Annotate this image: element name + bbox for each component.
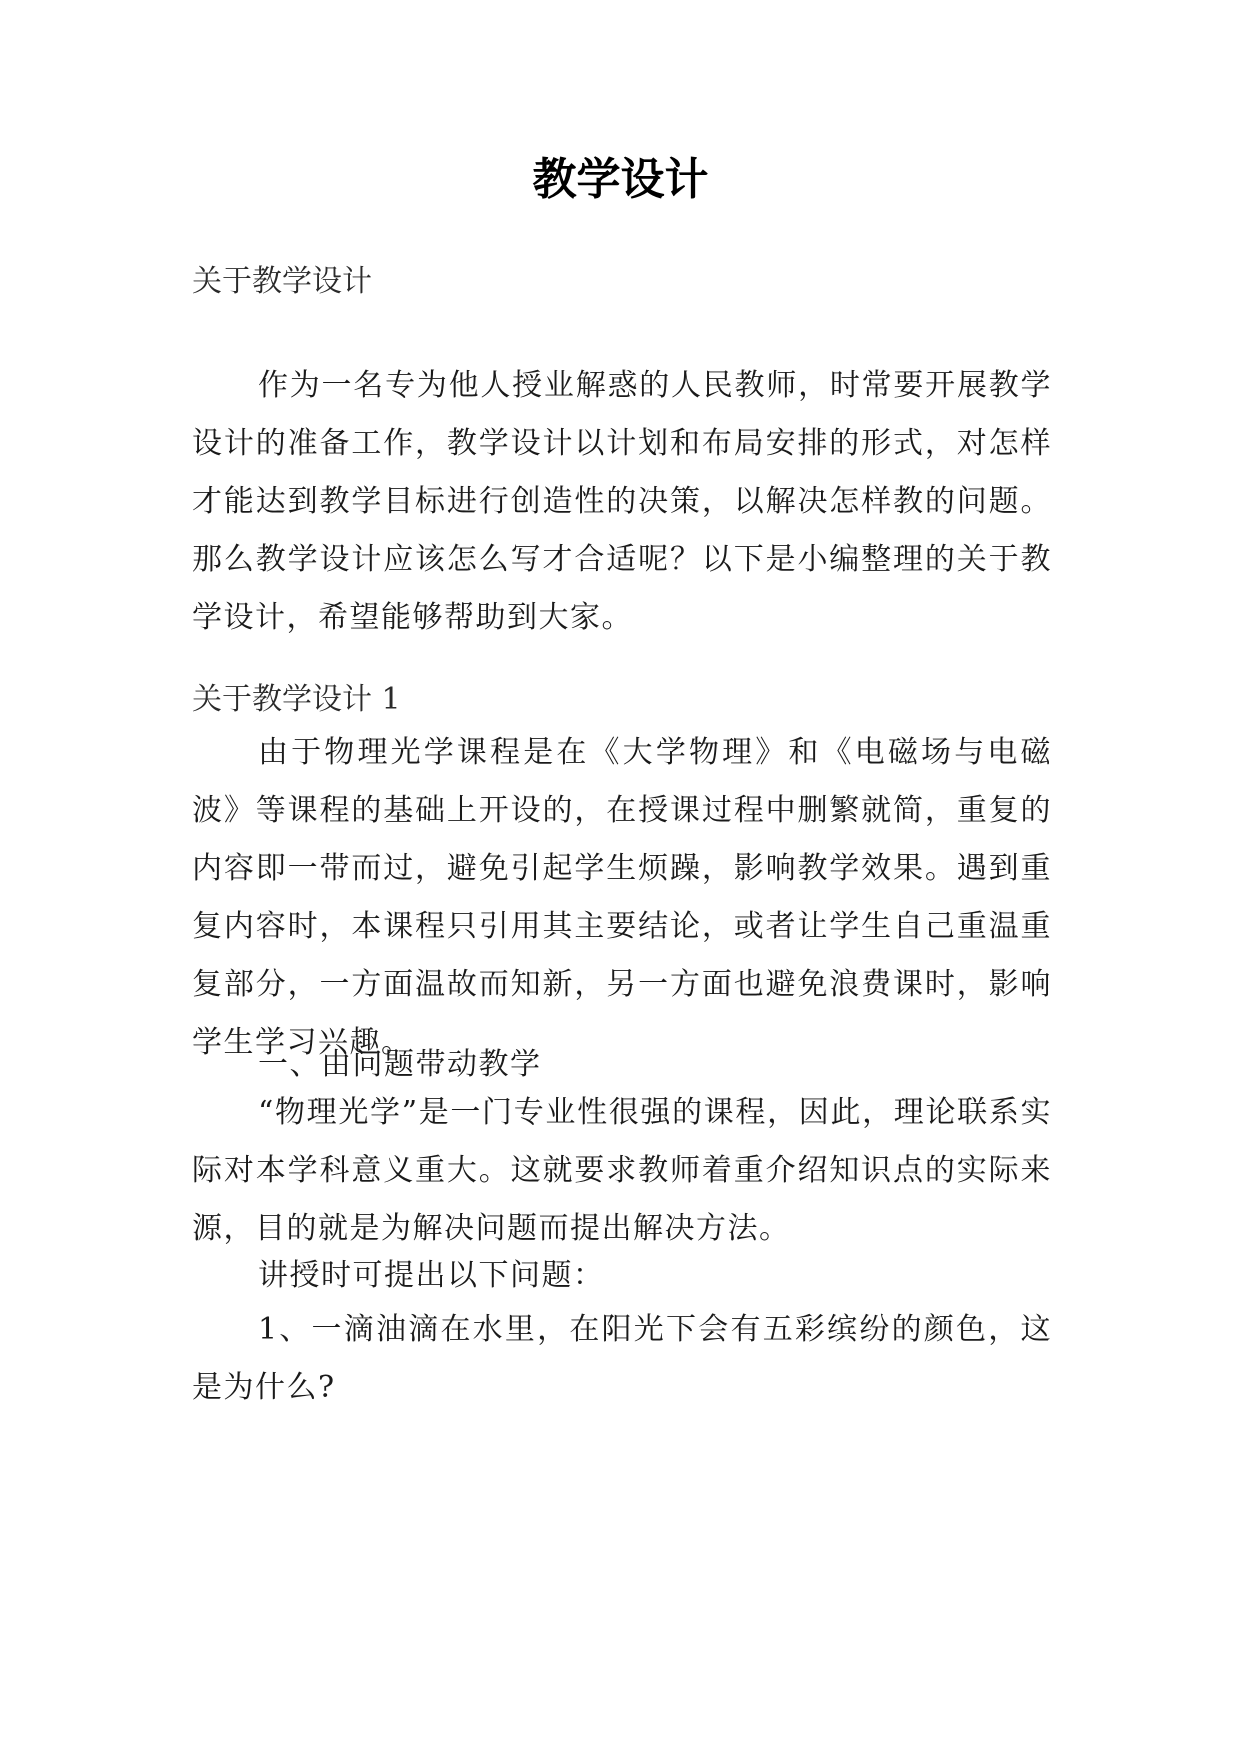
section1-paragraph: 由于物理光学课程是在《大学物理》和《电磁场与电磁波》等课程的基础上开设的，在授课过程中删繁就简，重复的内容即一带而过，避免引起学生烦躁，影响教学效果。遇到重复内容时，本课程只引用其主要结论，或者让学生自己重温重复部分，一方面温故而知新，另一方面也避免浪费课时，影响学生学习兴趣。 xyxy=(192,735,1052,1060)
intro-heading: 关于教学设计 xyxy=(192,264,372,299)
document-title: 教学设计 xyxy=(532,154,709,205)
section1-heading: 关于教学设计 1 xyxy=(192,682,401,717)
point1-heading: 一、由问题带动教学 xyxy=(258,1047,542,1082)
point1-paragraph: “物理光学”是一门专业性很强的课程，因此，理论联系实际对本学科意义重大。这就要求教师着重介绍知识点的实际来源，目的就是为解决问题而提出解决方法。 xyxy=(192,1095,1052,1246)
intro-paragraph: 作为一名专为他人授业解惑的人民教师，时常要开展教学设计的准备工作，教学设计以计划和布局安排的形式，对怎样才能达到教学目标进行创造性的决策，以解决怎样教的问题。那么教学设计应该怎么写才合适呢？以下是小编整理的关于教学设计，希望能够帮助到大家。 xyxy=(192,368,1052,635)
questions-intro: 讲授时可提出以下问题： xyxy=(258,1258,605,1293)
question-1: 1、一滴油滴在水里，在阳光下会有五彩缤纷的颜色，这是为什么? xyxy=(192,1312,1052,1405)
